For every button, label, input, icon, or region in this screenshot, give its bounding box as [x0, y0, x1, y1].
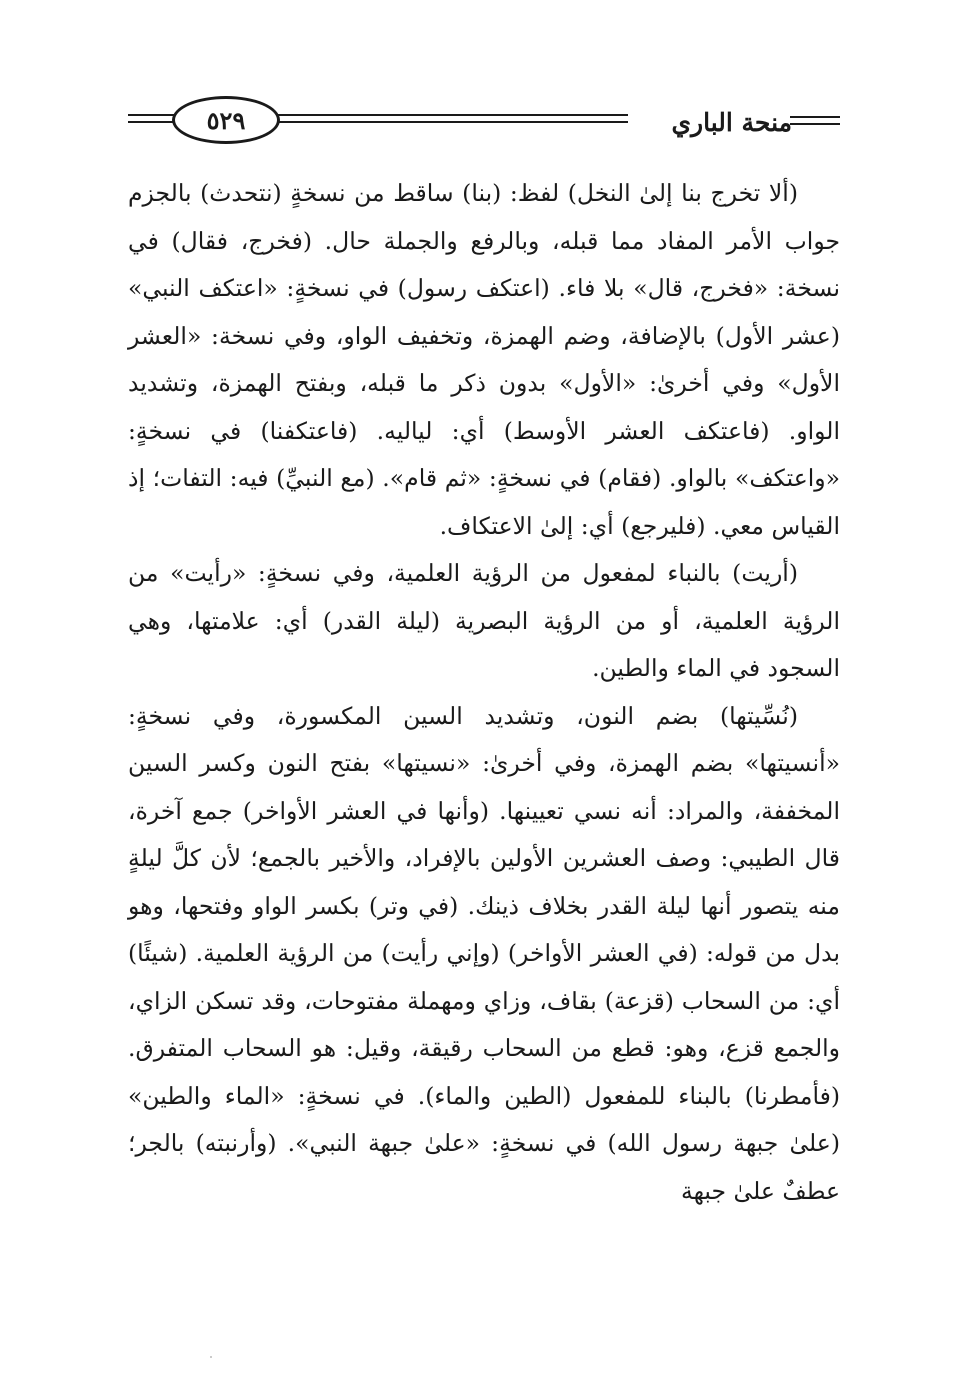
- page-number: ٥٢٩: [206, 105, 246, 135]
- header-rule: [790, 116, 840, 118]
- paragraph: (أريت) بالنباء لمفعول من الرؤية العلمية، وفي نسخةٍ: «رأيت» من الرؤية العلمية، أو من الرؤية البصرية (ليلة القدر) أي: علامتها، وهي السجود في الماء والطين.: [128, 559, 840, 682]
- scan-speck: [210, 1356, 212, 1358]
- running-header: [128, 92, 840, 152]
- paragraph: (نُسِّيتها) بضم النون، وتشديد السين المكسورة، وفي نسخةٍ: «أنسيتها» بضم الهمزة، وفي أخرىٰ: «نسيتها» بفتح النون وكسر السين المخففة، والمراد: أنه نسي تعيينها. (وأنها في العشر الأواخر) جمع آخرة، قال الطيبي: وصف العشرين الأولين بالإفراد، والأخير بالجمع؛ لأن كلَّ ليلةٍ منه يتصور أنها ليلة القدر بخلاف ذينك. (في وتر) بكسر الواو وفتحها، وهو بدل من قوله: (في العشر الأواخر) (وإني رأيت) من الرؤية العلمية. (شيئًا) أي: من السحاب (قزعة) بقاف، وزاي ومهملة مفتوحات، وقد تسكن الزاي، والجمع قزع، وهو: قطع من السحاب رقيقة، وقيل: هو السحاب المتفرق. (فأمطرنا) بالبناء للمفعول (الطين والماء). في نسخةٍ: «الماء والطين» (علىٰ جبهة رسول الله) في نسخةٍ: «علىٰ جبهة النبي». (وأرنبته) بالجر؛ عطفٌ علىٰ جبهة: [128, 701, 840, 1205]
- body-text: [128, 170, 840, 1215]
- header-rule: [790, 123, 840, 125]
- page-number-badge: [172, 96, 280, 144]
- book-title: منحة الباري: [671, 108, 792, 137]
- paragraph: (ألا تخرج بنا إلىٰ النخل) لفظ: (بنا) ساقط من نسخةٍ (نتحدث) بالجزم جواب الأمر المفاد مما قبله، وبالرفع والجملة حال. (فخرج، فقال) في نسخة: «فخرج، قال» بلا فاء. (اعتكف رسول) في نسخةٍ: «اعتكف النبي» (عشر الأول) بالإضافة، وضم الهمزة، وتخفيف الواو، وفي نسخة: «العشر الأول» وفي أخرىٰ: «الأول» بدون ذكر ما قبله، وبفتح الهمزة، وتشديد الواو. (فاعتكف العشر الأوسط) أي: لياليه. (فاعتكفنا) في نسخةٍ: «واعتكف» بالواو. (فقام) في نسخةٍ: «ثم قام». (مع النبيِّ) فيه: التفات؛ إذ القياس معي. (فليرجع) أي: إلىٰ الاعتكاف.: [128, 179, 840, 540]
